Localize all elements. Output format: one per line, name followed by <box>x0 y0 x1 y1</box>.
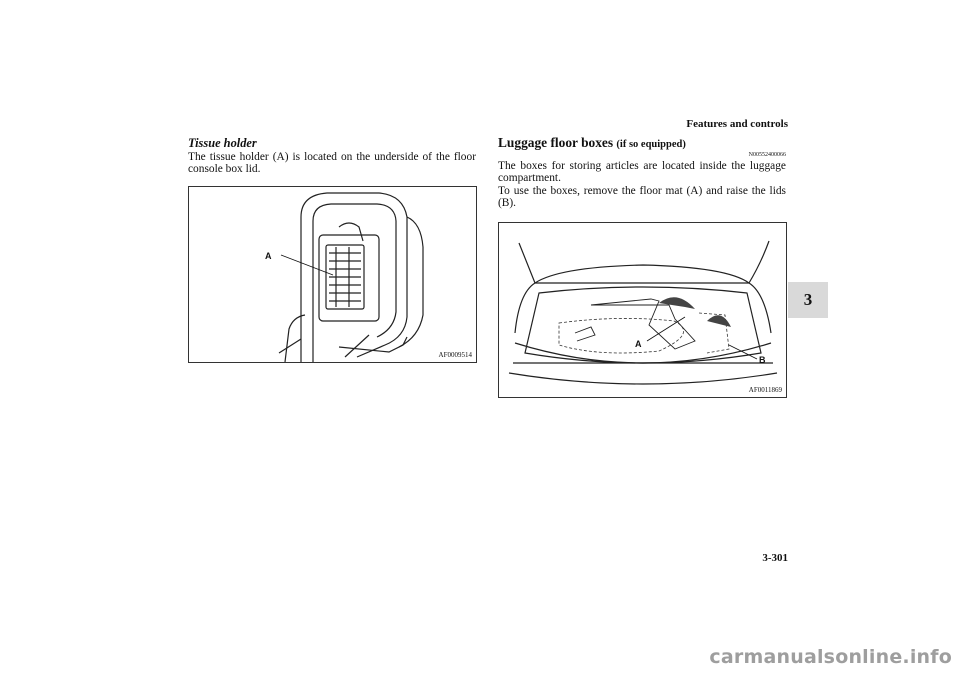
chapter-number: 3 <box>803 290 813 309</box>
watermark: carmanualsonline.info <box>709 646 952 668</box>
console-lid-drawing <box>189 187 476 362</box>
chapter-tab <box>788 282 828 318</box>
label-b: B <box>759 355 766 365</box>
label-a: A <box>635 339 642 349</box>
luggage-text-1: The boxes for storing articles are located inside the luggage compartment. <box>498 159 786 185</box>
figure-code: AF0011869 <box>748 386 782 394</box>
heading-note: (if so equipped) <box>616 139 686 150</box>
tissue-holder-heading: Tissue holder <box>188 136 257 150</box>
luggage-floor-boxes-heading <box>498 137 786 152</box>
section-header: Features and controls <box>686 118 788 130</box>
page-number: 3-301 <box>762 552 788 564</box>
label-a: A <box>265 251 272 261</box>
trunk-drawing <box>499 223 786 397</box>
luggage-text-2: To use the boxes, remove the floor mat (A) and raise the lids (B). <box>498 184 786 210</box>
heading-title: Luggage floor boxes <box>498 135 614 150</box>
left-column <box>188 137 476 176</box>
luggage-boxes-illustration <box>498 222 787 398</box>
document-code: N00552400066 <box>748 151 786 158</box>
figure-code: AF0009514 <box>438 351 472 359</box>
tissue-holder-illustration <box>188 186 477 363</box>
tissue-holder-text: The tissue holder (A) is located on the underside of the floor console box lid. <box>188 150 476 176</box>
right-column <box>498 137 786 210</box>
